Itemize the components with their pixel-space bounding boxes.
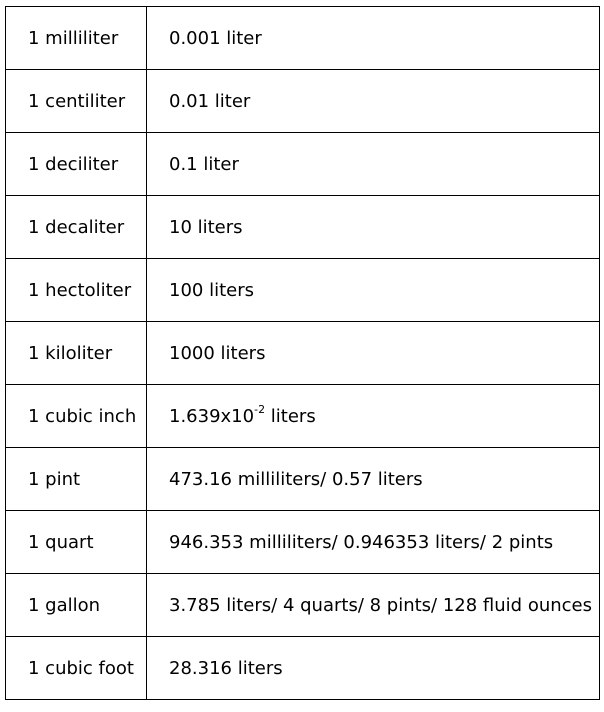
table-row xyxy=(6,259,600,322)
value-cell: 10 liters xyxy=(147,196,600,259)
value-suffix: liters xyxy=(265,405,316,427)
unit-cell: 1 milliliter xyxy=(6,7,147,70)
value-exponent: -2 xyxy=(254,402,266,416)
unit-cell: 1 cubic inch xyxy=(6,385,147,448)
table-row xyxy=(6,7,600,70)
value-cell: 3.785 liters/ 4 quarts/ 8 pints/ 128 fluid ounces xyxy=(147,574,600,637)
unit-cell: 1 hectoliter xyxy=(6,259,147,322)
value-cell: 28.316 liters xyxy=(147,637,600,700)
table-row xyxy=(6,70,600,133)
table-row xyxy=(6,385,600,448)
table-row xyxy=(6,511,600,574)
unit-cell: 1 deciliter xyxy=(6,133,147,196)
value-cell: 0.1 liter xyxy=(147,133,600,196)
value-cell: 473.16 milliliters/ 0.57 liters xyxy=(147,448,600,511)
unit-cell: 1 cubic foot xyxy=(6,637,147,700)
value-cell: 946.353 milliliters/ 0.946353 liters/ 2 pints xyxy=(147,511,600,574)
value-base: 1.639x10 xyxy=(169,405,255,427)
value-cell: 1000 liters xyxy=(147,322,600,385)
value-cell: 100 liters xyxy=(147,259,600,322)
value-cell xyxy=(147,385,600,448)
unit-cell: 1 pint xyxy=(6,448,147,511)
unit-cell: 1 decaliter xyxy=(6,196,147,259)
table-row xyxy=(6,322,600,385)
table-row xyxy=(6,133,600,196)
unit-cell: 1 gallon xyxy=(6,574,147,637)
table-row xyxy=(6,574,600,637)
table-row xyxy=(6,196,600,259)
table-row xyxy=(6,448,600,511)
value-cell: 0.01 liter xyxy=(147,70,600,133)
conversion-table xyxy=(5,6,600,700)
table-row xyxy=(6,637,600,700)
unit-cell: 1 quart xyxy=(6,511,147,574)
unit-cell: 1 kiloliter xyxy=(6,322,147,385)
unit-cell: 1 centiliter xyxy=(6,70,147,133)
value-cell: 0.001 liter xyxy=(147,7,600,70)
